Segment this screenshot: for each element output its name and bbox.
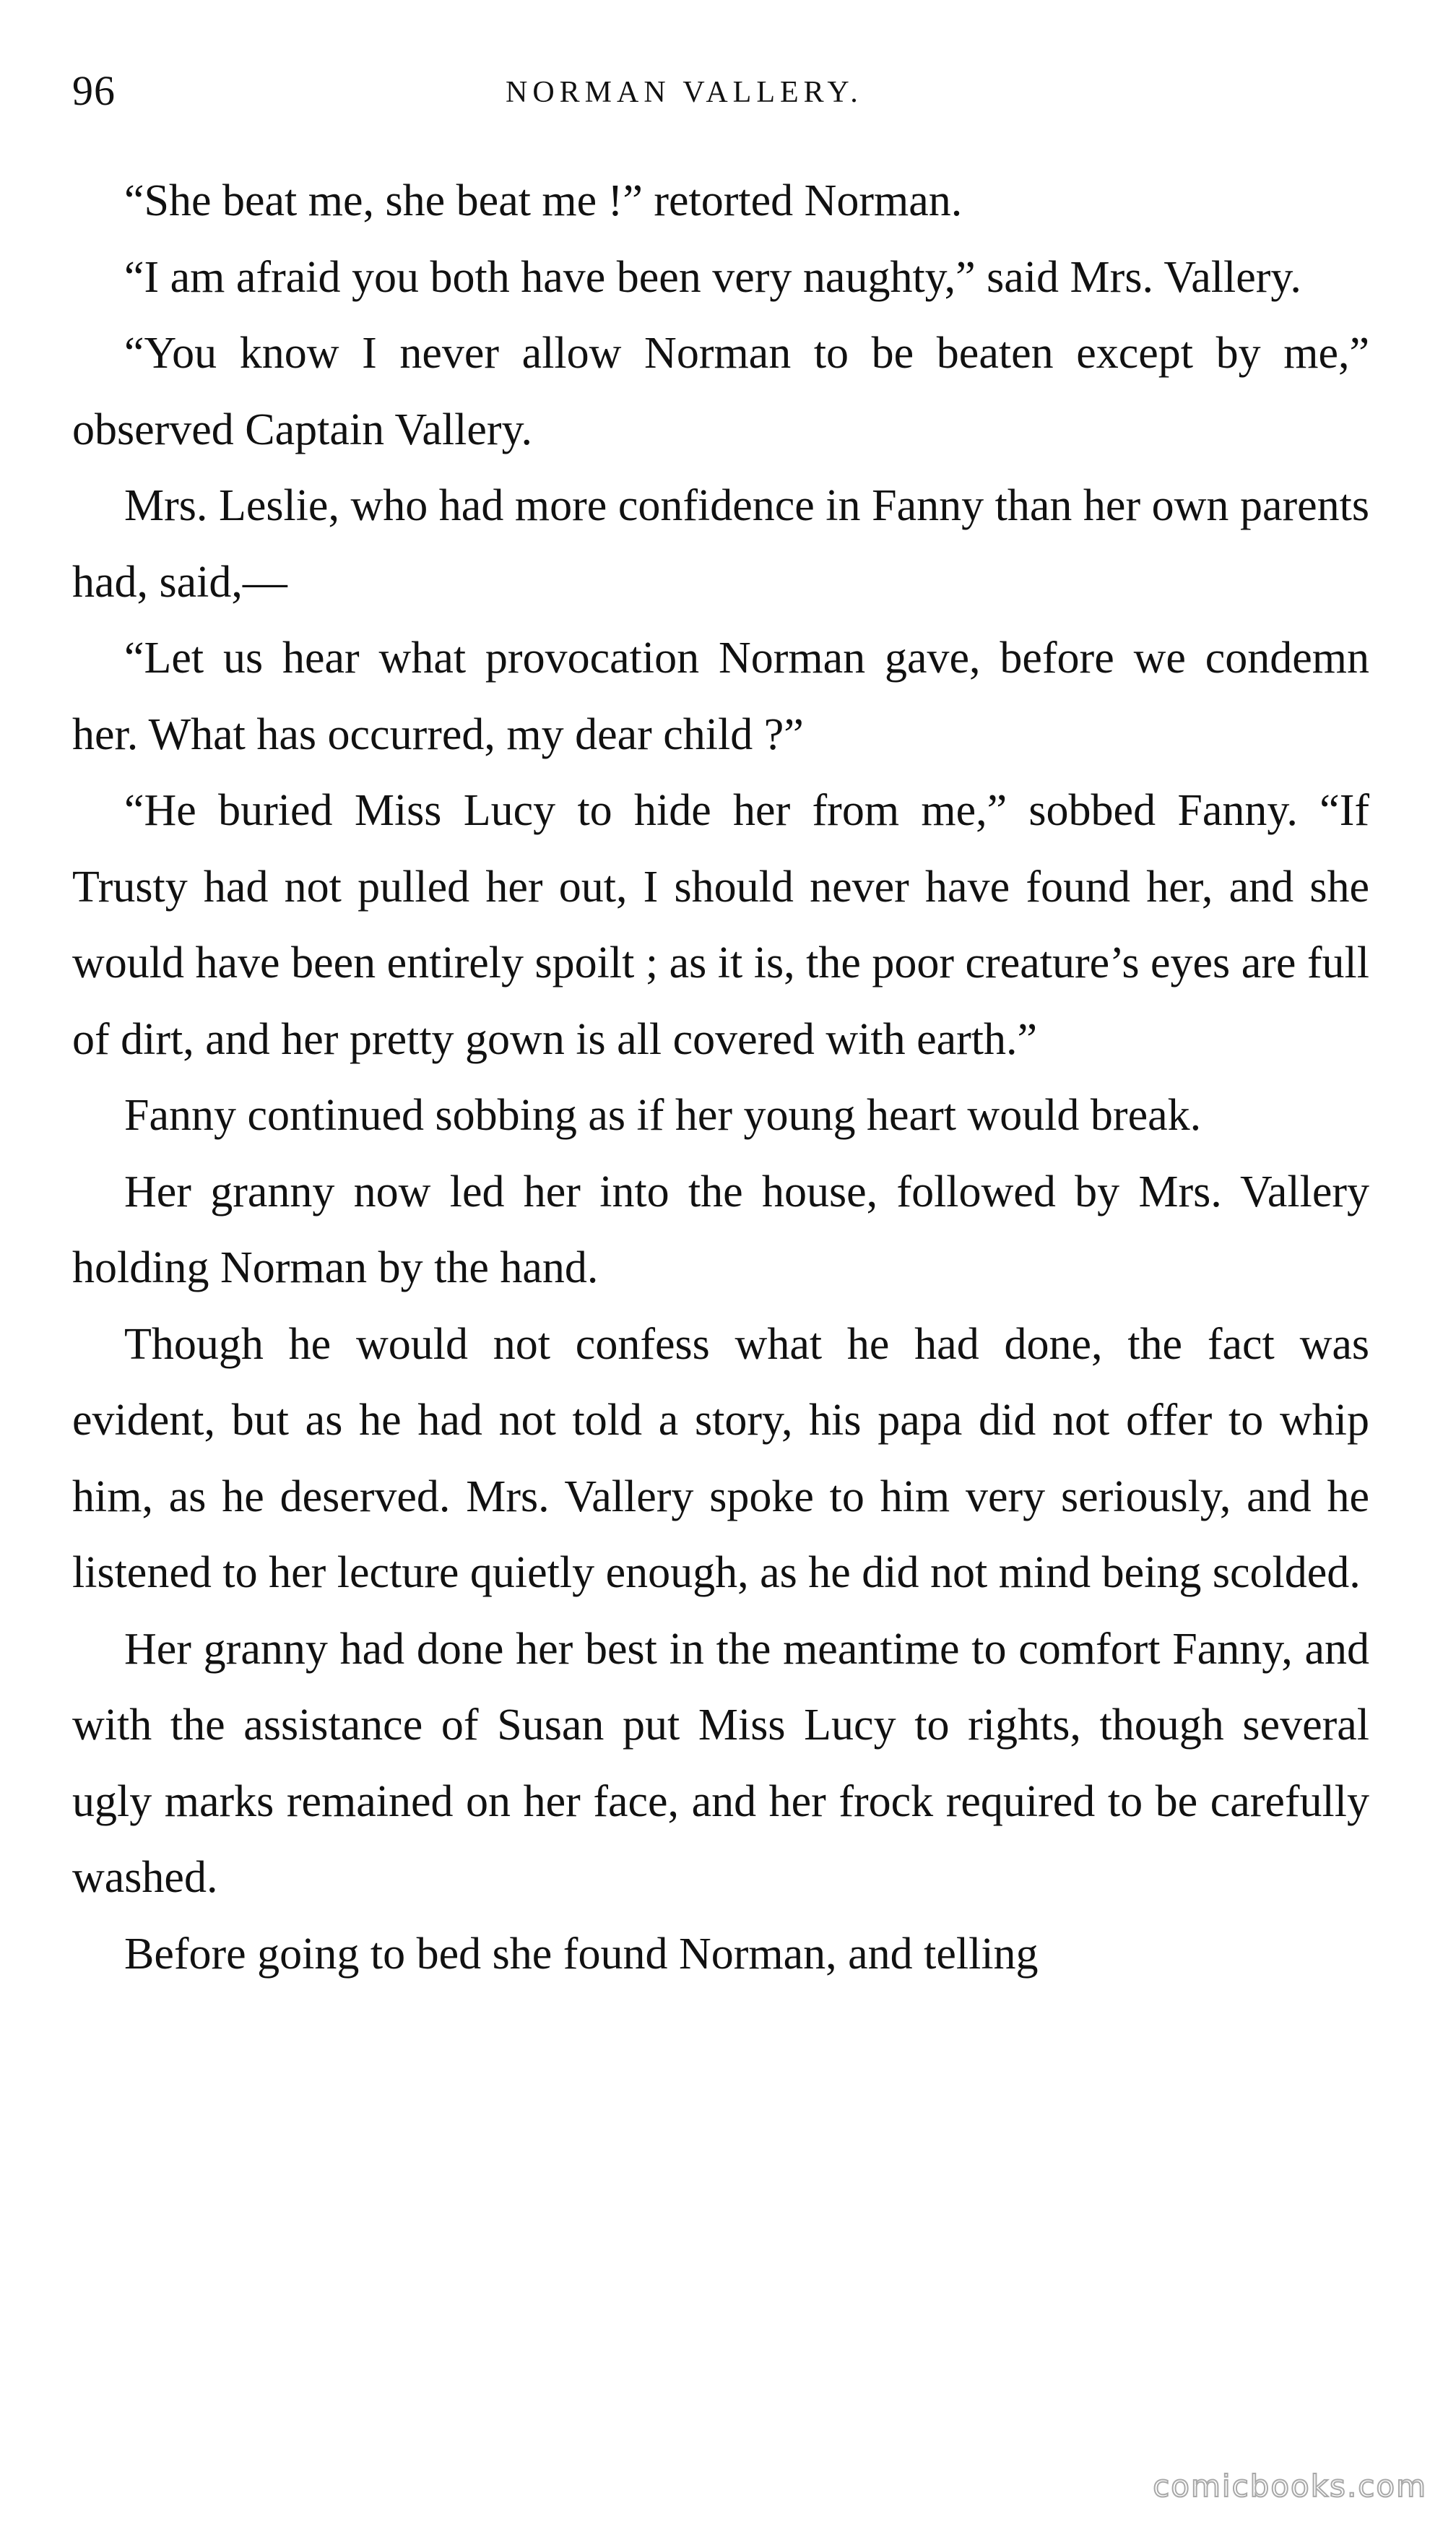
paragraph: “You know I never allow Norman to be beaten except by me,” observed Captain Vallery. <box>72 329 1369 454</box>
running-title: NORMAN VALLERY. <box>506 76 863 109</box>
body-text <box>72 163 1369 1992</box>
running-head <box>72 66 1372 131</box>
watermark: comicbooks.com <box>1153 2468 1427 2504</box>
paragraph: “He buried Miss Lucy to hide her from me,” sobbed Fanny. “If Trusty had not pulled her out, I should never have found her, and she would have been entirely spoilt ; as it is, the poor creature’s eyes are full of dirt, and her pretty gown is all covered with earth.” <box>72 786 1369 1064</box>
page-number: 96 <box>72 67 116 114</box>
paragraph: Her granny now led her into the house, followed by Mrs. Vallery holding Norman by the hand. <box>72 1167 1369 1292</box>
paragraph: “She beat me, she beat me !” retorted Norman. <box>124 176 963 225</box>
paragraph: Her granny had done her best in the meantime to comfort Fanny, and with the assistance of Susan put Miss Lucy to rights, though several ugly marks remained on her face, and her frock required to be carefully washed. <box>72 1624 1369 1902</box>
paragraph: Fanny continued sobbing as if her young heart would break. <box>124 1091 1202 1140</box>
paragraph: Before going to bed she found Norman, and telling <box>124 1929 1039 1979</box>
paragraph: Though he would not confess what he had done, the fact was evident, but as he had not told a story, his papa did not offer to whip him, as he deserved. Mrs. Vallery spoke to him very seriously, and he listened to her lecture quietly enough, as he did not mind being scolded. <box>72 1319 1369 1597</box>
paragraph: Mrs. Leslie, who had more confidence in Fanny than her own parents had, said,— <box>72 481 1369 607</box>
paragraph: “Let us hear what provocation Norman gave, before we condemn her. What has occurred, my dear child ?” <box>72 634 1369 759</box>
paragraph: “I am afraid you both have been very naughty,” said Mrs. Vallery. <box>124 252 1301 302</box>
